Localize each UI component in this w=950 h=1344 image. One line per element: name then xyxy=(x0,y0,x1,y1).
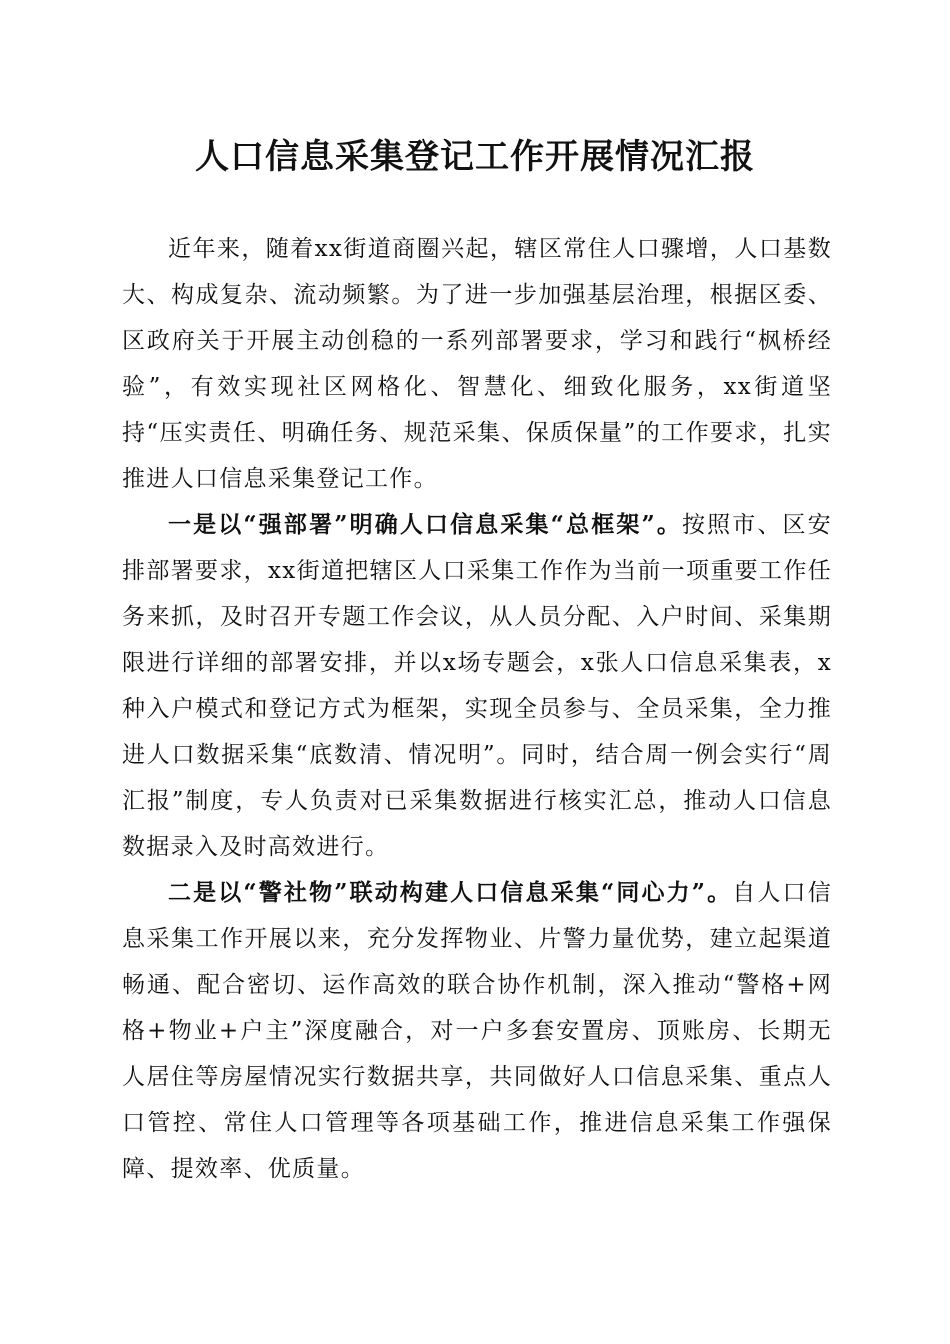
paragraph-section-two xyxy=(122,870,832,1192)
paragraph-lead: 一是以“强部署”明确人口信息采集“总框架”。 xyxy=(168,511,682,538)
paragraph-text: 自人口信息采集工作开展以来，充分发挥物业、片警力量优势，建立起渠道畅通、配合密切、运作高效的联合协作机制，深入推动“警格+网格+物业+户主”深度融合，对一户多套安置房、顶账房、长期无人居住等房屋情况实行数据共享，共同做好人口信息采集、重点人口管控、常住人口管理等各项基础工作，推进信息采集工作强保障、提效率、优质量。 xyxy=(122,880,833,1182)
paragraph-text: 按照市、区安排部署要求，xx街道把辖区人口采集工作作为当前一项重要工作任务来抓，及时召开专题工作会议，从人员分配、入户时间、采集期限进行详细的部署安排，并以x场专题会，x张人口信息采集表，x种入户模式和登记方式为框架，实现全员参与、全员采集，全力推进人口数据采集“底数清、情况明”。同时，结合周一例会实行“周汇报”制度，专人负责对已采集数据进行核实汇总，推动人口信息数据录入及时高效进行。 xyxy=(122,512,832,860)
page-title: 人口信息采集登记工作开展情况汇报 xyxy=(195,137,755,177)
paragraph-section-one xyxy=(122,502,832,870)
document-body xyxy=(122,226,832,1192)
paragraph-text: 近年来，随着xx街道商圈兴起，辖区常住人口骤增，人口基数大、构成复杂、流动频繁。为了进一步加强基层治理，根据区委、区政府关于开展主动创稳的一系列部署要求，学习和践行“枫桥经验”，有效实现社区网格化、智慧化、细致化服务，xx街道坚持“压实责任、明确任务、规范采集、保质保量”的工作要求，扎实推进人口信息采集登记工作。 xyxy=(122,236,832,492)
paragraph-lead: 二是以“警社物”联动构建人口信息采集“同心力”。 xyxy=(168,879,733,906)
paragraph-intro xyxy=(122,226,832,502)
